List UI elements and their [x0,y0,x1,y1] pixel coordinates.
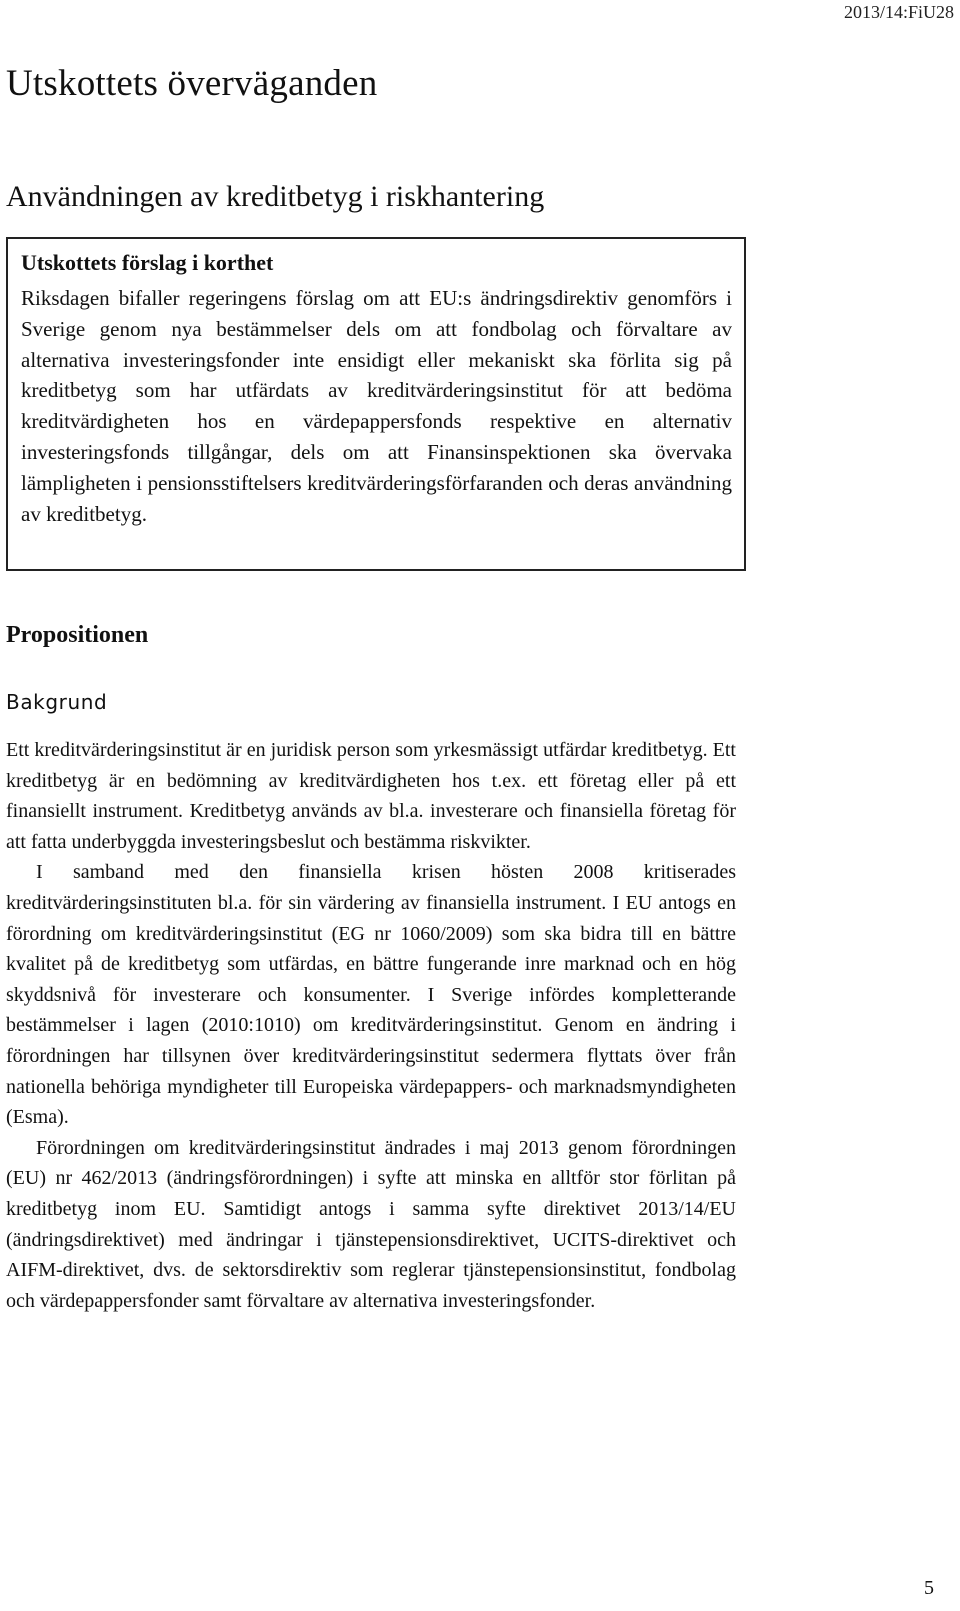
propositionen-heading: Propositionen [6,622,149,648]
bakgrund-heading: Bakgrund [6,690,108,714]
page-number: 5 [924,1577,934,1599]
summary-heading: Utskottets förslag i korthet [21,250,274,275]
summary-text: Riksdagen bifaller regeringens förslag om att EU:s ändringsdirektiv genomförs i Sverige genom nya bestämmelser dels om att fondbolag och förvaltare av alternativa investeringsfonder inte ensidigt eller mekaniskt ska förlita sig på kreditbetyg som har utfärdats av kreditvärderingsinstitut för att bedöma kreditvärdigheten hos en värdepappersfonds respektive en alternativ investeringsfonds tillgångar, dels om att Finansinspektionen ska övervaka lämpligheten i pensionsstiftelsers kreditvärderingsförfaranden och deras användning av kreditbetyg. [21,286,732,526]
paragraph-1: Ett kreditvärderingsinstitut är en juridisk person som yrkesmässigt utfärdar kreditbetyg. Ett kreditbetyg är en bedömning av kreditvärdigheten hos t.ex. ett företag eller på ett finansiellt instrument. Kreditbetyg används av bl.a. investerare och finansiella företag för att fatta underbyggda investeringsbeslut och bestämma riskvikter. [6,739,736,853]
paragraph-3: Förordningen om kreditvärderingsinstitut ändrades i maj 2013 genom förordningen (EU) nr 462/2013 (ändringsförordningen) i syfte att minska en alltför stor förlitan på kreditbetyg inom EU. Samtidigt antogs i samma syfte direktivet 2013/14/EU (ändringsdirektivet) med ändringar i tjänstepensionsdirektivet, UCITS-direktivet och AIFM-direktivet, dvs. de sektorsdirektiv som reglerar tjänstepensionsinstitut, fondbolag och värdepappersfonder samt förvaltare av alternativa investeringsfonder. [6,1136,736,1312]
summary-box [6,237,746,571]
page-title: Utskottets överväganden [6,63,378,104]
document-reference: 2013/14:FiU28 [843,2,954,22]
body-text [6,735,736,1316]
section-title: Användningen av kreditbetyg i riskhantering [6,180,545,213]
paragraph-2: I samband med den finansiella krisen hösten 2008 kritiserades kreditvärderingsinstituten bl.a. för sin värdering av finansiella instrument. I EU antogs en förordning om kreditvärderingsinstitut (EG nr 1060/2009) som ska bidra till en bättre kvalitet på de kreditbetyg som utfärdas, en bättre fungerande inre marknad och en hög skyddsnivå för investerare och konsumenter. I Sverige infördes kompletterande bestämmelser i lagen (2010:1010) om kreditvärderingsinstitut. Genom en ändring i förordningen har tillsynen över kreditvärderingsinstitut sedermera flyttats över från nationella behöriga myndigheter till Europeiska värdepappers- och marknadsmyndigheten (Esma). [6,861,736,1129]
